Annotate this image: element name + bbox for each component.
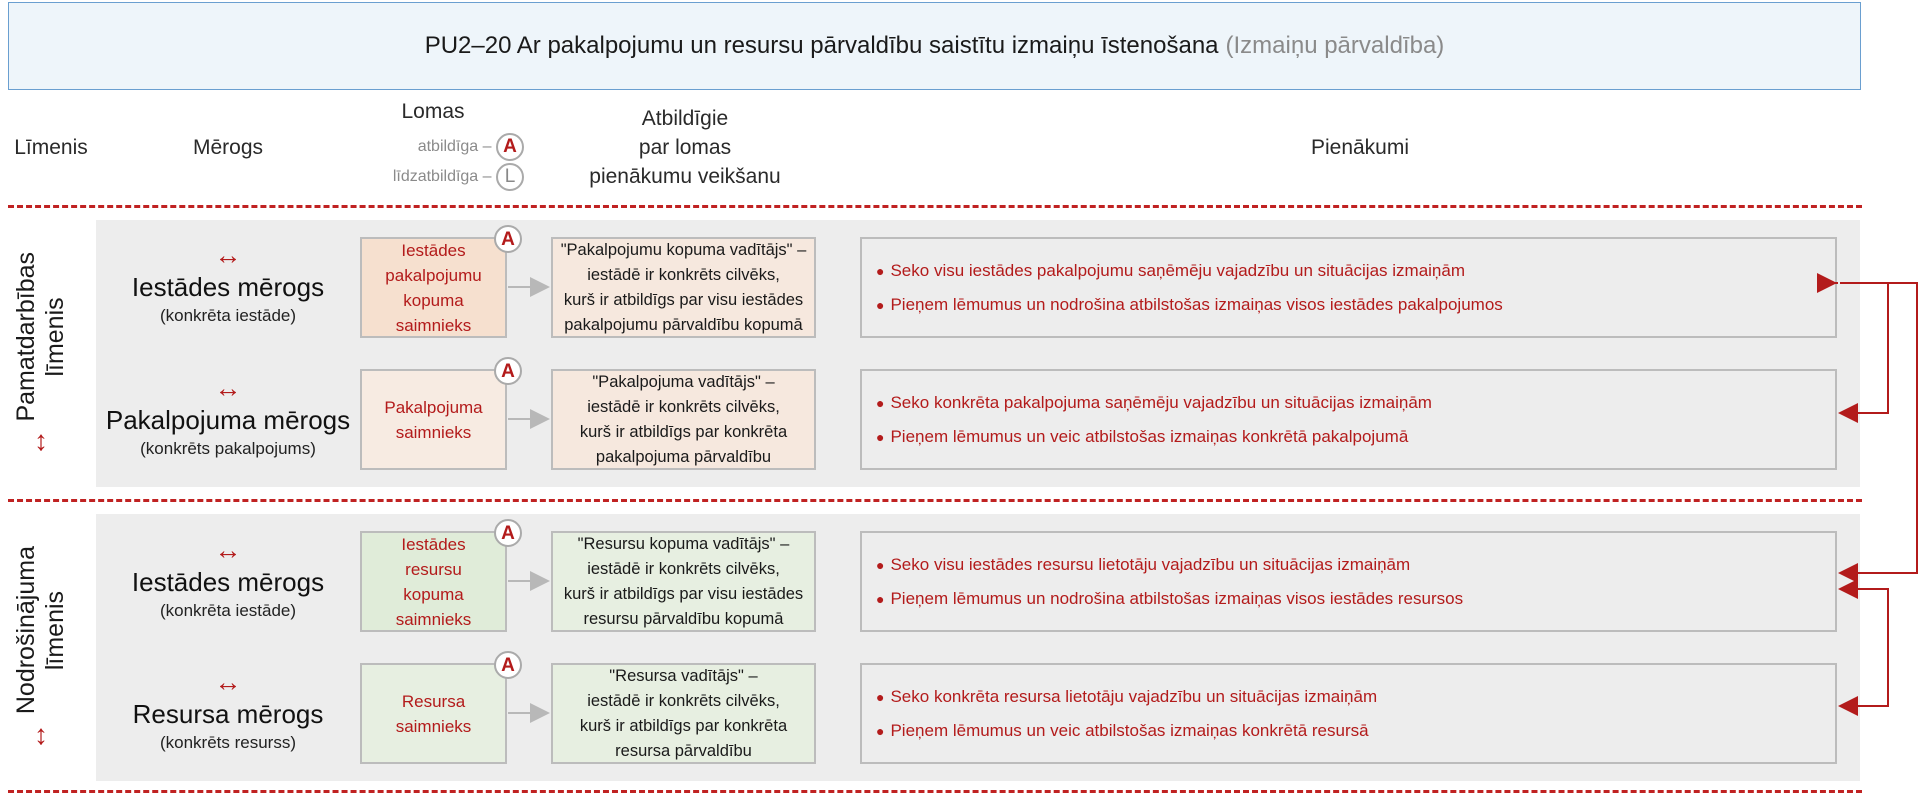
role-line: Resursa	[401, 691, 466, 711]
legend-coresponsible-label: līdzatbildīga –	[392, 168, 492, 185]
duty-text: Seko konkrēta pakalpojuma saņēmēju vajadzību un situācijas izmaiņām	[890, 392, 1432, 412]
responsible-line: kurš ir atbildīgs par konkrēta	[579, 422, 788, 441]
link-arrow-core-support	[1840, 283, 1917, 573]
duty-text: Pieņem lēmumus un nodrošina atbilstošas izmaiņas visos iestādes resursos	[890, 588, 1464, 608]
scope-name: Iestādes mērogs	[131, 567, 325, 597]
responsible-line: resursu pārvaldību kopumā	[583, 609, 784, 628]
scope-name: Iestādes mērogs	[131, 272, 325, 302]
responsible-badge-icon: A	[494, 651, 522, 679]
vertical-arrow-icon: ↕	[34, 425, 48, 457]
horizontal-arrow-icon: ↔	[214, 667, 242, 697]
level-support-line-1: Nodrošinājuma	[12, 546, 40, 715]
responsible-line: "Resursa vadītājs" –	[609, 666, 758, 685]
level-core-line-1: Pamatdarbības	[12, 251, 40, 422]
scope-detail: (konkrēta iestāde)	[159, 601, 297, 620]
link-arrow-service	[1840, 283, 1890, 413]
responsible-line: "Pakalpojuma vadītājs" –	[592, 372, 775, 391]
header-roles: Lomas	[401, 100, 465, 123]
role-line: saimnieks	[395, 716, 472, 736]
header-responsible-line-1: Atbildīgie	[641, 107, 729, 130]
header-responsible-line-3: pienākumu veikšanu	[589, 165, 781, 188]
bullet-icon: ●	[876, 428, 885, 445]
role-line: kopuma	[403, 584, 464, 604]
level-support-line-2: līmenis	[41, 590, 69, 671]
responsible-line: kurš ir atbildīgs par visu iestādes	[563, 584, 804, 603]
responsible-badge-icon: A	[494, 225, 522, 253]
role-line: saimnieks	[395, 422, 472, 442]
responsible-line: iestādē ir konkrēts cilvēks,	[587, 265, 780, 284]
header-duties: Pienākumi	[1310, 136, 1410, 159]
responsible-line: resursa pārvaldību	[615, 741, 752, 760]
duty-text: Seko visu iestādes pakalpojumu saņēmēju vajadzību un situācijas izmaiņām	[890, 260, 1465, 280]
horizontal-arrow-icon: ↔	[214, 373, 242, 403]
title-sub: (Izmaiņu pārvaldība)	[1225, 32, 1445, 59]
responsible-badge-icon: A	[494, 357, 522, 385]
responsible-badge-icon: A	[496, 133, 524, 161]
vertical-arrow-icon: ↕	[34, 718, 48, 750]
title-main: PU2–20 Ar pakalpojumu un resursu pārvaldību saistītu izmaiņu īstenošana	[424, 32, 1219, 59]
duty-text: Pieņem lēmumus un veic atbilstošas izmaiņas konkrētā pakalpojumā	[890, 426, 1409, 446]
bullet-icon: ●	[876, 590, 885, 607]
legend-responsible-label: atbildīga –	[417, 138, 492, 155]
bullet-icon: ●	[876, 262, 885, 279]
responsible-line: iestādē ir konkrēts cilvēks,	[587, 691, 780, 710]
header-responsible-line-2: par lomas	[638, 136, 732, 159]
responsible-line: pakalpojumu pārvaldību kopumā	[564, 315, 803, 334]
role-line: saimnieks	[395, 609, 472, 629]
role-line: Pakalpojuma	[384, 397, 483, 417]
responsible-line: kurš ir atbildīgs par konkrēta	[579, 716, 788, 735]
header-scope: Mērogs	[192, 136, 264, 159]
bullet-icon: ●	[876, 556, 885, 573]
horizontal-arrow-icon: ↔	[214, 240, 242, 270]
coresponsible-badge-icon: L	[496, 163, 524, 191]
duty-text: Seko konkrēta resursa lietotāju vajadzību un situācijas izmaiņām	[890, 686, 1378, 706]
role-line: pakalpojumu	[385, 265, 482, 285]
responsible-line: "Pakalpojumu kopuma vadītājs" –	[560, 240, 807, 259]
role-line: resursu	[405, 559, 462, 579]
duty-text: Pieņem lēmumus un nodrošina atbilstošas izmaiņas visos iestādes pakalpojumos	[890, 294, 1503, 314]
bullet-icon: ●	[876, 722, 885, 739]
scope-detail: (konkrēta iestāde)	[159, 306, 297, 325]
responsible-line: iestādē ir konkrēts cilvēks,	[587, 397, 780, 416]
role-line: Iestādes	[401, 534, 466, 554]
duty-text: Pieņem lēmumus un veic atbilstošas izmaiņas konkrētā resursā	[890, 720, 1369, 740]
horizontal-arrow-icon: ↔	[214, 535, 242, 565]
bullet-icon: ●	[876, 688, 885, 705]
role-line: saimnieks	[395, 315, 472, 335]
scope-name: Pakalpojuma mērogs	[105, 405, 351, 435]
bullet-icon: ●	[876, 296, 885, 313]
level-core-line-2: līmenis	[41, 296, 69, 377]
role-line: Iestādes	[401, 240, 466, 260]
duty-text: Seko visu iestādes resursu lietotāju vajadzību un situācijas izmaiņām	[890, 554, 1411, 574]
responsible-line: pakalpojuma pārvaldību	[595, 447, 772, 466]
responsible-line: iestādē ir konkrēts cilvēks,	[587, 559, 780, 578]
responsible-line: kurš ir atbildīgs par visu iestādes	[563, 290, 804, 309]
scope-name: Resursa mērogs	[132, 699, 324, 729]
bullet-icon: ●	[876, 394, 885, 411]
responsible-line: "Resursu kopuma vadītājs" –	[577, 534, 790, 553]
scope-detail: (konkrēts resurss)	[159, 733, 297, 752]
responsible-badge-icon: A	[494, 519, 522, 547]
header-level: Līmenis	[14, 136, 88, 159]
scope-detail: (konkrēts pakalpojums)	[140, 439, 316, 458]
role-line: kopuma	[403, 290, 464, 310]
link-arrow-resource	[1840, 589, 1888, 706]
